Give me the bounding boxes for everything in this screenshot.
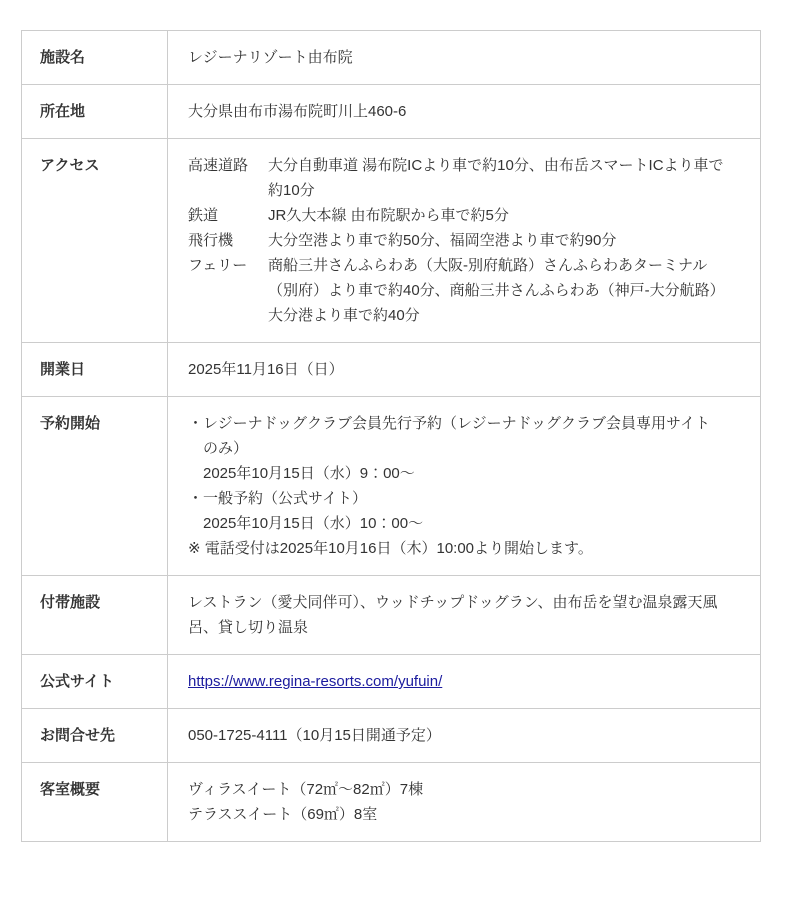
- access-description: [268, 153, 740, 203]
- access-category: 高速道路: [188, 157, 249, 174]
- access-value: [168, 139, 761, 343]
- access-line: 大分空港より車で約50分、福岡空港より車で約90分: [268, 232, 617, 249]
- table-row-facility-name: [22, 31, 761, 85]
- reservation-line: のみ）: [203, 440, 249, 457]
- access-category: 飛行機: [188, 232, 234, 249]
- access-line: 商船三井さんふらわあ（大阪-別府航路）さんふらわあターミナル: [268, 257, 708, 274]
- reservation-line: 2025年10月15日（水）10：00～: [203, 515, 424, 532]
- access-line: 大分港より車で約40分: [268, 307, 420, 324]
- facility-info-table: [21, 30, 761, 842]
- reservation-line: ・レジーナドッグクラブ会員先行予約（レジーナドッグクラブ会員専用サイト: [188, 415, 711, 432]
- access-description: [268, 228, 740, 253]
- contact-value: 050-1725-4111（10月15日開通予定）: [168, 709, 761, 763]
- access-line: 大分自動車道 湯布院ICより車で約10分、由布岳スマートICより車で: [268, 157, 724, 174]
- rooms-line: ヴィラスイート（72㎡～82㎡）7棟: [188, 781, 424, 798]
- reservation-value: [168, 397, 761, 576]
- access-category: 鉄道: [188, 207, 219, 224]
- amenities-value: レストラン（愛犬同伴可）、ウッドチップドッグラン、由布岳を望む温泉露天風呂、貸し切り温泉: [168, 576, 761, 655]
- access-item-air: [188, 228, 740, 253]
- access-description: [268, 253, 740, 328]
- address-value: 大分県由布市湯布院町川上460-6: [168, 85, 761, 139]
- table-row-access: [22, 139, 761, 343]
- row-label-reservation: 予約開始: [22, 397, 168, 576]
- reservation-line: ・一般予約（公式サイト）: [188, 490, 367, 507]
- table-row-contact: [22, 709, 761, 763]
- access-item-ferry: [188, 253, 740, 328]
- rooms-value: [168, 763, 761, 842]
- reservation-note: ※ 電話受付は2025年10月16日（木）10:00より開始します。: [188, 540, 593, 557]
- table-row-reservation: [22, 397, 761, 576]
- table-row-website: [22, 655, 761, 709]
- table-row-address: [22, 85, 761, 139]
- row-label-amenities: 付帯施設: [22, 576, 168, 655]
- access-line: 約10分: [268, 182, 315, 199]
- row-label-access: アクセス: [22, 139, 168, 343]
- opening-date-value: 2025年11月16日（日）: [168, 343, 761, 397]
- access-item-highway: [188, 153, 740, 203]
- access-description: [268, 203, 740, 228]
- row-label-contact: お問合せ先: [22, 709, 168, 763]
- row-label-opening-date: 開業日: [22, 343, 168, 397]
- facility-name-value: レジーナリゾート由布院: [168, 31, 761, 85]
- table-row-opening-date: [22, 343, 761, 397]
- row-label-address: 所在地: [22, 85, 168, 139]
- row-label-rooms: 客室概要: [22, 763, 168, 842]
- access-item-rail: [188, 203, 740, 228]
- rooms-line: テラススイート（69㎡）8室: [188, 806, 378, 823]
- access-line: JR久大本線 由布院駅から車で約5分: [268, 207, 509, 224]
- access-category: フェリー: [188, 257, 248, 274]
- access-line: （別府）より車で約40分、商船三井さんふらわあ（神戸-大分航路）: [268, 282, 725, 299]
- row-label-website: 公式サイト: [22, 655, 168, 709]
- table-row-amenities: [22, 576, 761, 655]
- row-label-facility-name: 施設名: [22, 31, 168, 85]
- official-site-link[interactable]: https://www.regina-resorts.com/yufuin/: [188, 673, 443, 690]
- website-value: [168, 655, 761, 709]
- table-row-rooms: [22, 763, 761, 842]
- reservation-line: 2025年10月15日（水）9：00～: [203, 465, 415, 482]
